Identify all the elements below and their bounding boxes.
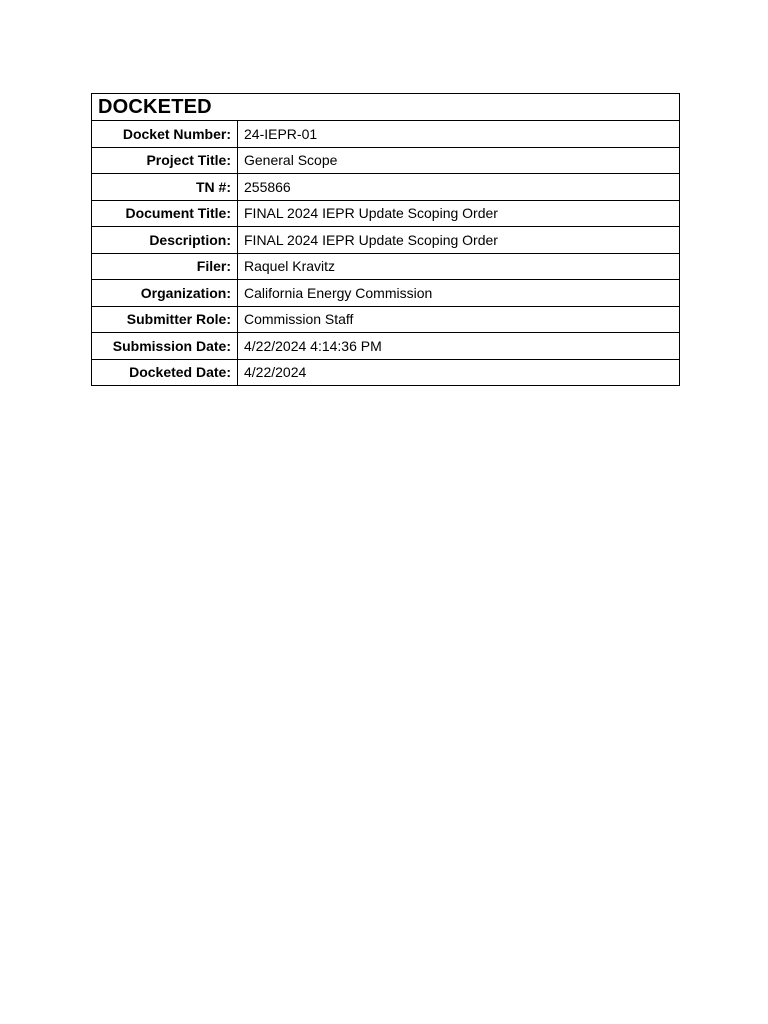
description-label: Description: [92,227,238,254]
docketed-heading: DOCKETED [92,94,680,121]
tn-number-label: TN #: [92,174,238,201]
docketed-date-label: Docketed Date: [92,359,238,386]
submitter-role-row [92,306,680,333]
filer-value: Raquel Kravitz [238,253,680,280]
document-title-value: FINAL 2024 IEPR Update Scoping Order [238,200,680,227]
organization-label: Organization: [92,280,238,307]
project-title-value: General Scope [238,147,680,174]
description-row [92,227,680,254]
submission-date-row [92,333,680,360]
submission-date-value: 4/22/2024 4:14:36 PM [238,333,680,360]
docket-header-row [92,94,680,121]
project-title-label: Project Title: [92,147,238,174]
submitter-role-value: Commission Staff [238,306,680,333]
submitter-role-label: Submitter Role: [92,306,238,333]
document-title-label: Document Title: [92,200,238,227]
filer-label: Filer: [92,253,238,280]
organization-row [92,280,680,307]
filer-row [92,253,680,280]
docketed-date-row [92,359,680,386]
docket-cover-table [91,93,680,386]
description-value: FINAL 2024 IEPR Update Scoping Order [238,227,680,254]
docketed-date-value: 4/22/2024 [238,359,680,386]
docket-number-row [92,121,680,148]
tn-number-row [92,174,680,201]
organization-value: California Energy Commission [238,280,680,307]
project-title-row [92,147,680,174]
submission-date-label: Submission Date: [92,333,238,360]
docket-number-label: Docket Number: [92,121,238,148]
document-title-row [92,200,680,227]
tn-number-value: 255866 [238,174,680,201]
docket-number-value: 24-IEPR-01 [238,121,680,148]
